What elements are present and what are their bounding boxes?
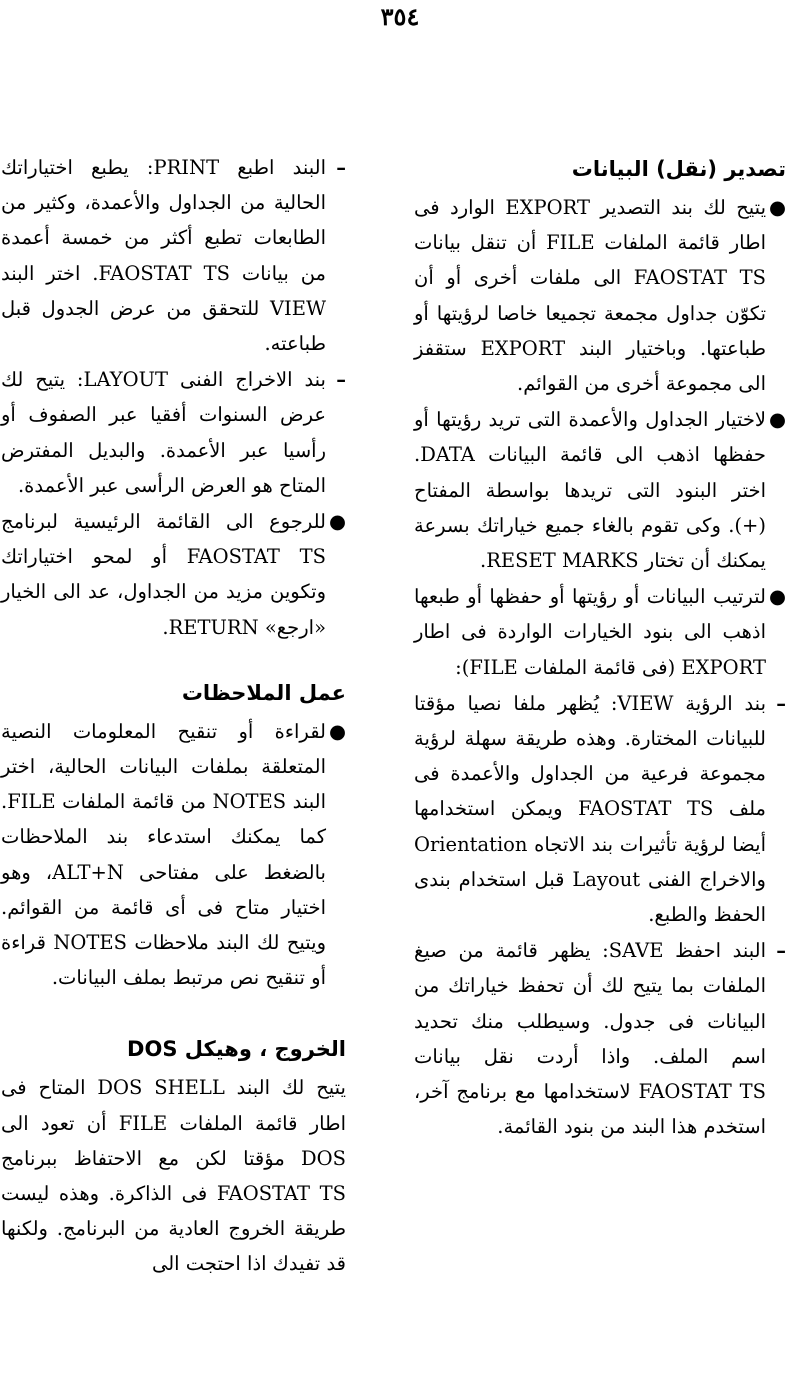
spacer [1,646,346,674]
list-item [1,714,346,996]
export-heading: تصدير (نقل) البيانات [571,157,786,181]
bullet-icon: ● [768,408,786,432]
list-item [1,362,346,503]
exit-heading: الخروج ، وهيكل DOS [127,1037,346,1062]
list-item [414,190,786,401]
spacer [1,996,346,1030]
right-column [414,150,786,1145]
list-item-text: لقراءة أو تنقيح المعلومات النصية المتعلقة بملفات البيانات الحالية، اختر البند NOTES من قائمة الملفات FILE. كما يمكنك استدعاء بند الملاحظات بالضغط على مفتاحى ALT+N، وهو اختيار متاح فى أى قائمة من القوائم. ويتيح لك البند ملاحظات NOTES قراءة أو تنقيح نص مرتبط بملف البيانات. [1,719,326,990]
list-item [1,150,346,361]
list-item [414,686,786,932]
list-item-text: بند الرؤية VIEW: يُظهر ملفا نصيا مؤقتا للبيانات المختارة. وهذه طريقة سهلة لرؤية مجموعة فرعية من الجداول والأعمدة فى ملف FAOSTAT TS ويمكن استخدامها أيضا لرؤية تأثيرات بند الاتجاه Orientation والاخراج الفنى Layout قبل استخدام بندى الحفظ والطبع. [414,691,766,927]
dash-icon: – [776,939,786,963]
dash-icon: – [336,156,346,179]
list-item-text: البند احفظ SAVE: يظهر قائمة من صيغ الملفات بما يتيح لك أن تحفظ خياراتك من البيانات فى جدول. وسيطلب منك تحديد اسم الملف. واذا أردت نقل بيانات FAOSTAT TS لاستخدامها مع برنامج آخر، استخدم هذا البند من بنود القائمة. [414,939,766,1139]
list-item [414,579,786,685]
list-item-text: بند الاخراج الفنى LAYOUT: يتيح لك عرض السنوات أفقيا عبر الصفوف أو رأسيا عبر الأعمدة. والبديل المفترض المتاح هو العرض الرأسى عبر الأعمدة. [1,368,326,497]
notes-heading: عمل الملاحظات [181,680,346,705]
list-item-text: لاختيار الجداول والأعمدة التى تريد رؤيتها أو حفظها اذهب الى قائمة البيانات DATA. اختر البنود التى تريدها بواسطة المفتاح (+). وكى تقوم بالغاء جميع خياراتك بسرعة يمكنك أن تختار RESET MARKS. [414,408,766,573]
bullet-icon: ● [768,585,786,609]
bullet-icon: ● [328,719,346,743]
list-item-text: للرجوع الى القائمة الرئيسية لبرنامج FAOSTAT TS أو لمحو اختياراتك وتكوين مزيد من الجداول، عد الى الخيار «ارجع» RETURN. [1,510,326,639]
bullet-icon: ● [328,510,346,534]
list-item [1,504,346,645]
bullet-icon: ● [768,196,786,219]
list-item-text: البند اطبع PRINT: يطبع اختياراتك الحالية من الجداول والأعمدة، وكثير من الطابعات تطبع أكثر من خمسة أعمدة من بيانات FAOSTAT TS. اختر البند VIEW للتحقق من عرض الجدول قبل طباعته. [1,156,326,356]
dash-icon: – [336,368,346,392]
dash-icon: – [776,691,786,715]
list-item [414,402,786,578]
list-item-text: يتيح لك بند التصدير EXPORT الوارد فى اطار قائمة الملفات FILE أن تنقل بيانات FAOSTAT TS الى ملفات أخرى أو أن تكوّن جداول مجمعة تجميعا خاصا لرؤيتها أو طباعتها. وباختيار البند EXPORT ستقفز الى مجموعة أخرى من القوائم. [414,196,766,396]
left-column [1,150,346,1282]
list-item [414,933,786,1144]
exit-paragraph: يتيح لك البند DOS SHELL المتاح فى اطار قائمة الملفات FILE أن تعود الى DOS مؤقتا لكن مع الاحتفاظ ببرنامج FAOSTAT TS فى الذاكرة. وهذه ليست طريقة الخروج العادية من البرنامج. ولكنها قد تفيدك اذا احتجت الى [1,1076,346,1276]
page-number: ٣٥٤ [380,2,420,31]
list-item-text: لترتيب البيانات أو رؤيتها أو حفظها أو طبعها اذهب الى بنود الخيارات الواردة فى اطار EXPORT (فى قائمة الملفات FILE): [414,585,766,679]
